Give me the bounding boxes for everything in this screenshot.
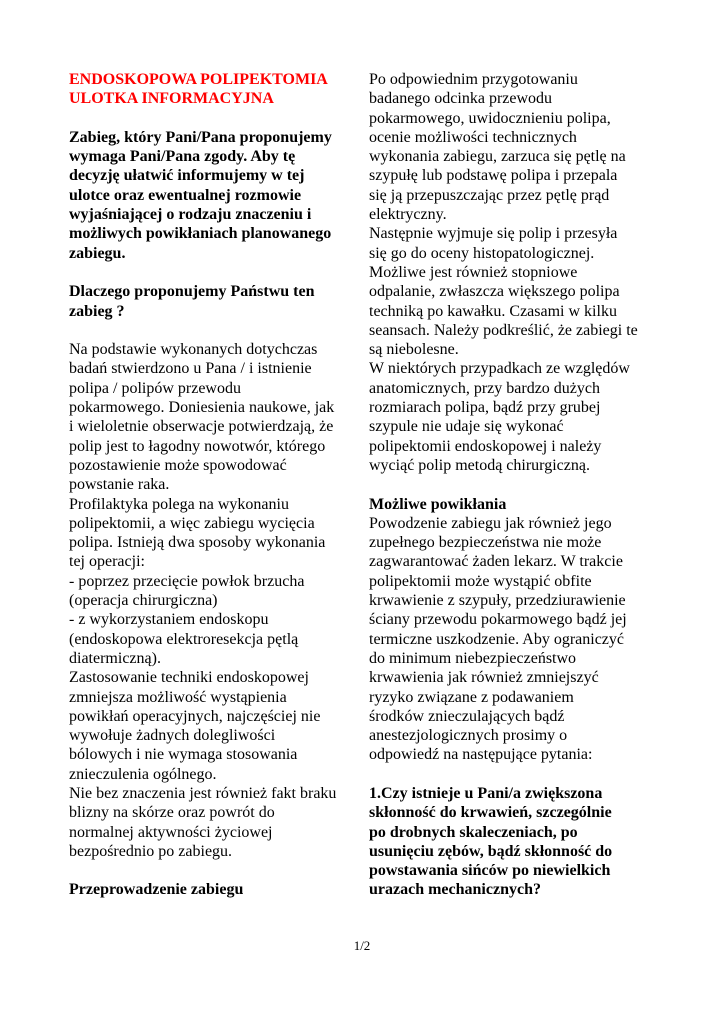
question-1 [369,784,659,900]
right-column [369,70,659,900]
text-line: znieczulenia ogólnego. [69,765,217,783]
text-line: zagwarantować żaden lekarz. W trakcie [369,553,623,571]
text-line: polipa. Istnieją dwa sposoby wykonania [69,534,326,552]
text-line: zupełnego bezpieczeństwa nie może [369,534,602,552]
text-line: wywołuje żadnych dolegliwości [69,727,276,745]
left-column [69,70,359,900]
text-line: zabieg ? [69,302,125,320]
text-line: badanego odcinka przewodu [369,90,553,108]
page-number: 1/2 [353,938,371,953]
text-line: szypułę lub podstawę polipa i przepala [369,167,618,185]
text-line: (operacja chirurgiczna) [69,592,218,610]
text-line: do minimum niebezpieczeństwo [369,649,577,667]
text-line: Możliwe jest również stopniowe [369,263,578,281]
text-line: badań stwierdzono u Pana / i istnienie [69,360,312,378]
text-line: się ją przepuszczając przez pętlę prąd [369,186,610,204]
text-line: skłonność do krwawień, szczególnie [369,804,612,822]
text-line: wykonania zabiegu, zarzuca się pętlę na [369,148,626,166]
why-body [69,340,359,861]
text-line: wymaga Pani/Pana zgody. Aby tę [69,148,296,166]
intro-paragraph [69,128,359,263]
text-line: Po odpowiednim przygotowaniu [369,71,578,88]
text-line: bólowych i nie wymaga stosowania [69,746,298,764]
text-line: polipa / polipów przewodu [69,379,241,397]
text-line: - poprzez przecięcie powłok brzucha [69,572,305,590]
text-line: pozostawienie może spowodować [69,456,287,474]
text-line: ściany przewodu pokarmowego bądź jej [369,611,627,629]
text-line: techniką po kawałku. Czasami w kilku [369,302,617,320]
text-line: Zabieg, który Pani/Pana proponujemy [69,128,332,146]
text-line: 1.Czy istnieje u Pani/a zwiększona [369,784,603,802]
text-line: elektryczny. [369,206,447,224]
text-line: ENDOSKOPOWA POLIPEKTOMIA [69,71,328,88]
text-line: - z wykorzystaniem endoskopu [69,611,269,629]
text-line: termiczne uszkodzenie. Aby ograniczyć [369,630,624,648]
text-line: odpowiedź na następujące pytania: [369,746,593,764]
text-line: ulotce oraz ewentualnej rozmowie [69,186,302,204]
text-line: zabiegu. [69,244,126,262]
text-line: decyzję ułatwić informujemy w tej [69,167,305,185]
text-line: środków znieczulających bądź [369,707,565,725]
text-line: Na podstawie wykonanych dotychczas [69,341,318,359]
text-line: się go do oceny histopatologicznej. [369,244,595,262]
text-line: rozmiarach polipa, bądź przy grubej [369,399,601,417]
text-line: wyjaśniającej o rodzaju znaczeniu i [69,206,312,224]
text-line: powikłań operacyjnych, najczęściej nie [69,707,321,725]
text-line: anatomicznych, przy bardzo dużych [369,379,601,397]
text-line: blizny na skórze oraz powrót do [69,804,275,822]
text-line: normalnej aktywności życiowej [69,823,273,841]
text-line: (endoskopowa elektroresekcja pętlą [69,630,299,648]
text-line: polip jest to łagodny nowotwór, którego [69,437,326,455]
text-line: pokarmowego. Doniesienia naukowe, jak [69,399,335,417]
text-line: seansach. Należy podkreślić, że zabiegi te [369,321,638,339]
text-line: po drobnych skaleczeniach, po [369,823,578,841]
text-line: ryzyko związane z podawaniem [369,688,574,706]
text-line: i wieloletnie obserwacje potwierdzają, że [69,418,334,436]
text-line: bezpośrednio po zabiegu. [69,842,233,860]
text-line: tej operacji: [69,553,145,571]
text-line: Następnie wyjmuje się polip i przesyła [369,225,618,243]
complications-body [369,514,659,765]
text-line: odpalanie, zwłaszcza większego polipa [369,283,620,301]
text-line: ocenie możliwości technicznych [369,128,577,146]
text-line: diatermiczną). [69,649,161,667]
text-line: powstawania sińców po niewielkich [369,862,611,880]
text-line: krwawienie z szypuły, przedziurawienie [369,592,626,610]
text-line: polipektomii endoskopowej i należy [369,437,602,455]
text-line: Profilaktyka polega na wykonaniu [69,495,289,513]
text-line: polipektomii, a więc zabiegu wycięcia [69,514,315,532]
text-line: wyciąć polip metodą chirurgiczną. [369,456,590,474]
procedure-heading: Przeprowadzenie zabiegu [69,881,244,899]
text-line: zmniejsza możliwość wystąpienia [69,688,287,706]
text-line: Zastosowanie techniki endoskopowej [69,669,309,687]
procedure-body [369,70,659,475]
text-line: urazach mechanicznych? [369,881,541,899]
text-line: pokarmowego, uwidocznieniu polipa, [369,109,611,127]
text-line: Powodzenie zabiegu jak również jego [369,514,612,532]
complications-heading: Możliwe powikłania [369,495,507,513]
text-line: Dlaczego proponujemy Państwu ten [69,283,315,301]
text-line: W niektórych przypadkach ze względów [369,360,630,378]
text-line: polipektomii może wystąpić obfite [369,572,592,590]
text-line: Nie bez znaczenia jest również fakt braku [69,784,337,802]
text-line: szypule nie udaje się wykonać [369,418,564,436]
text-line: krwawienia jak również zmniejszyć [369,669,599,687]
text-line: są niebolesne. [369,341,459,359]
text-line: anestezjologicznych prosimy o [369,727,568,745]
why-heading [69,282,359,321]
text-line: możliwych powikłaniach planowanego [69,225,332,243]
text-line: powstanie raka. [69,476,170,494]
document-title [69,70,359,109]
text-line: usunięciu zębów, bądź skłonność do [369,842,613,860]
text-line: ULOTKA INFORMACYJNA [69,90,274,108]
